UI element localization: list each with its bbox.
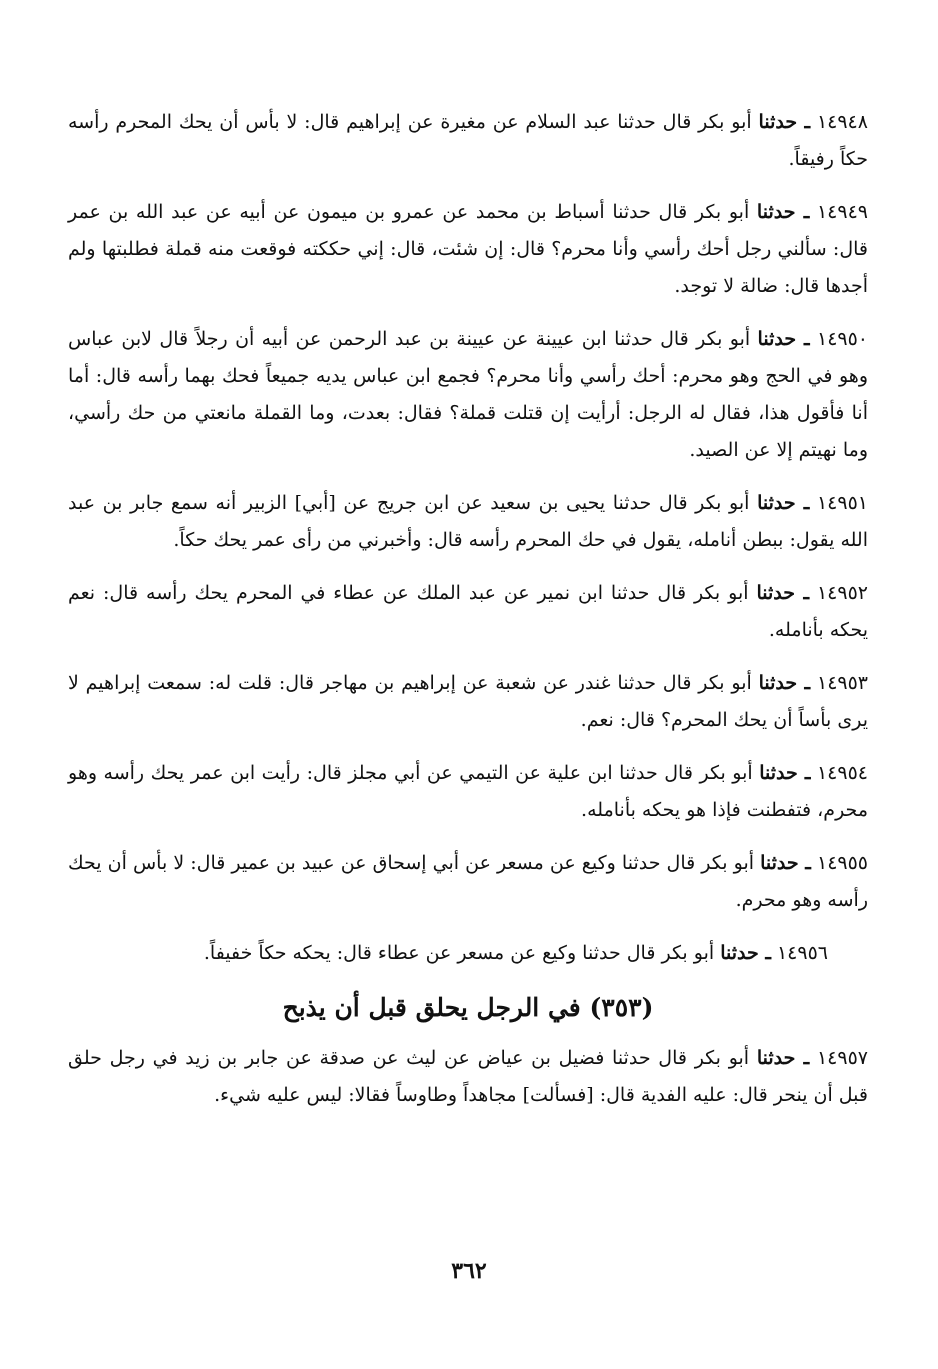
hadith-text: أبو بكر قال حدثنا ابن علية عن التيمي عن أبي مجلز قال: رأيت ابن عمر يحك رأسه وهو محرم، فتفطنت فإذا هو يحكه بأنامله.	[68, 762, 868, 821]
hadith-paragraph	[68, 845, 868, 919]
hadith-paragraph	[68, 321, 868, 469]
hadith-text: أبو بكر قال حدثنا غندر عن شعبة عن إبراهيم بن مهاجر قال: قلت له: سمعت إبراهيم لا يرى بأساً أن يحك المحرم؟ قال: نعم.	[68, 672, 868, 731]
hadith-number: ١٤٩٥٣	[816, 672, 869, 694]
hadith-paragraph	[68, 485, 868, 559]
hadith-text: أبو بكر قال حدثنا ابن عيينة عن عيينة بن عبد الرحمن عن أبيه أن رجلاً قال لابن عباس وهو في الحج وهو محرم: أحك رأسي وأنا محرم؟ فجمع ابن عباس يديه جميعاً فحك بهما رأسه قال: أما أنا فأقول هذا، فقال له الرجل: أرأيت إن قتلت قملة؟ فقال: بعدت، وما القملة مانعتي من حك رأسي، وما نهيتم إلا عن الصيد.	[68, 328, 868, 461]
hadith-paragraph	[68, 104, 868, 178]
hadith-number: ١٤٩٥٠	[816, 328, 869, 350]
hadith-text: أبو بكر قال حدثنا ابن نمير عن عبد الملك عن عطاء في المحرم يحك رأسه قال: نعم يحكه بأنامله.	[68, 582, 868, 641]
hadith-paragraph	[68, 665, 868, 739]
hadith-number: ١٤٩٤٨	[816, 111, 868, 133]
hadith-text: أبو بكر قال حدثنا يحيى بن سعيد عن ابن جريج عن [أبي] الزبير أنه سمع جابر بن عبد الله يقول: ببطن أنامله، يقول في حك المحرم رأسه قال: وأخبرني من رأى عمر يحك حكاً.	[68, 492, 868, 551]
hadith-lead: ـ حدثنا	[758, 672, 811, 694]
hadith-paragraph	[68, 575, 868, 649]
section-heading: (٣٥٣) في الرجل يحلق قبل أن يذبح	[282, 993, 654, 1022]
hadith-paragraph	[68, 755, 868, 829]
page-body	[68, 104, 868, 1130]
hadith-number: ١٤٩٥٢	[816, 582, 868, 604]
hadith-lead: ـ حدثنا	[756, 201, 810, 223]
hadith-lead: ـ حدثنا	[720, 942, 771, 964]
hadith-text: أبو بكر قال حدثنا وكيع عن مسعر عن عطاء قال: يحكه حكاً خفيفاً.	[203, 942, 715, 964]
hadith-number: ١٤٩٥٤	[816, 762, 868, 784]
hadith-lead: ـ حدثنا	[760, 852, 811, 874]
hadith-lead: ـ حدثنا	[756, 1047, 810, 1069]
hadith-number: ١٤٩٥٦	[776, 942, 828, 964]
hadith-text: أبو بكر قال حدثنا أسباط بن محمد عن عمرو بن ميمون عن أبيه عن عبد الله بن عمر قال: سألني رجل أحك رأسي وأنا محرم؟ قال: إن شئت، قال: إني حككته فوقعت منه قملة فطلبتها ولم أجدها قال: ضالة لا توجد.	[68, 201, 868, 297]
hadith-text: أبو بكر قال حدثنا وكيع عن مسعر عن أبي إسحاق عن عبيد بن عمير قال: لا بأس أن يحك رأسه وهو محرم.	[68, 852, 868, 911]
hadith-paragraph	[68, 935, 828, 972]
hadith-number: ١٤٩٥٥	[816, 852, 869, 874]
hadith-number: ١٤٩٤٩	[816, 201, 868, 223]
hadith-lead: ـ حدثنا	[757, 492, 810, 514]
hadith-text: أبو بكر قال حدثنا عبد السلام عن مغيرة عن إبراهيم قال: لا بأس أن يحك المحرم رأسه حكاً رفيقاً.	[68, 111, 868, 170]
hadith-paragraph	[68, 194, 868, 305]
hadith-text: أبو بكر قال حدثنا فضيل بن عياض عن ليث عن صدقة عن جابر بن زيد في رجل حلق قبل أن ينحر قال: عليه الفدية قال: [فسألت] مجاهداً وطاوساً فقالا: ليس عليه شيء.	[68, 1047, 868, 1106]
hadith-paragraph	[68, 1040, 868, 1114]
hadith-lead: ـ حدثنا	[756, 582, 810, 604]
hadith-lead: ـ حدثنا	[757, 328, 810, 350]
hadith-number: ١٤٩٥١	[816, 492, 868, 514]
hadith-number: ١٤٩٥٧	[816, 1047, 868, 1069]
hadith-lead: ـ حدثنا	[758, 111, 811, 133]
page-number: ٣٦٢	[451, 1258, 487, 1284]
hadith-lead: ـ حدثنا	[759, 762, 811, 784]
